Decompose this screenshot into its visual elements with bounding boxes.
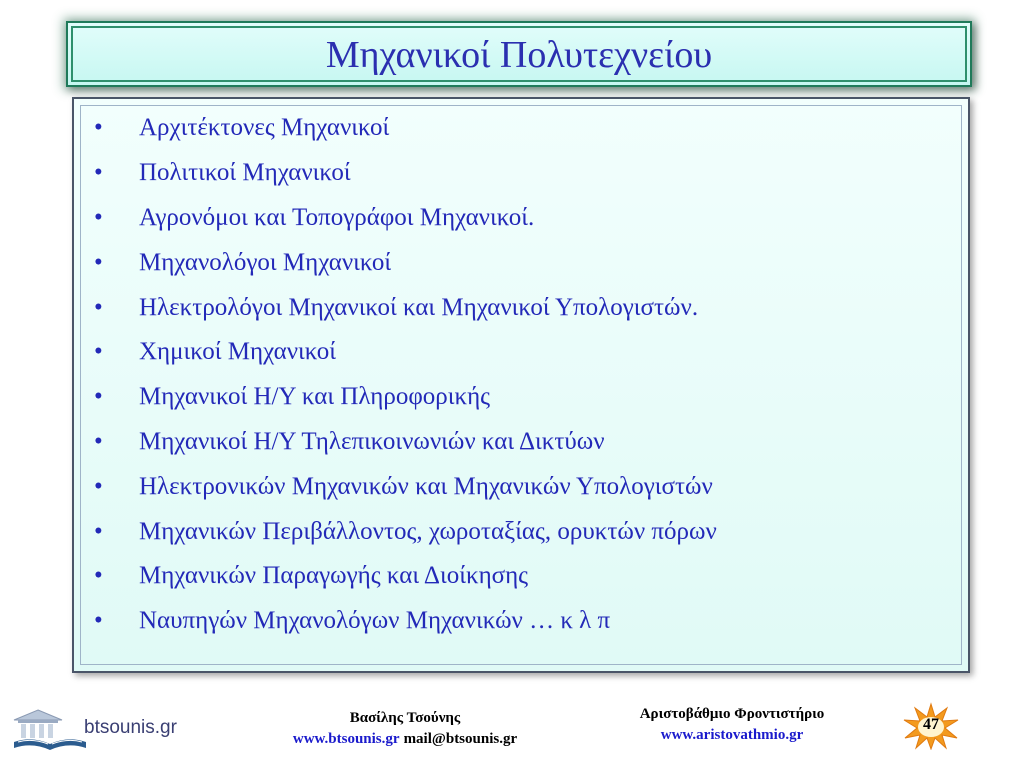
- list-item: [91, 599, 717, 644]
- list-item-text: Μηχανικοί Η/Υ Τηλεπικοινωνιών και Δικτύων: [139, 427, 605, 455]
- bullet-icon: •: [94, 114, 103, 142]
- bullet-icon: •: [94, 472, 103, 500]
- author-links: [280, 731, 530, 748]
- slide-content-box: [72, 97, 970, 673]
- school-info: [597, 706, 867, 744]
- list-item-text: Αγρονόμοι και Τοπογράφοι Μηχανικοί.: [139, 203, 535, 231]
- list-item: [91, 240, 717, 285]
- list-item-text: Πολιτικοί Μηχανικοί: [139, 159, 351, 187]
- bullet-icon: •: [94, 293, 103, 321]
- author-info: [280, 710, 530, 748]
- list-item: [91, 554, 717, 599]
- bullet-icon: •: [94, 517, 103, 545]
- bullet-icon: •: [94, 607, 103, 635]
- author-email-link[interactable]: mail@btsounis.gr: [403, 731, 518, 747]
- list-item: [91, 464, 717, 509]
- list-item: [91, 420, 717, 465]
- list-item: [91, 375, 717, 420]
- school-site-link[interactable]: www.aristovathmio.gr: [660, 727, 804, 743]
- bullet-icon: •: [94, 562, 103, 590]
- list-item: [91, 196, 717, 241]
- bullet-icon: •: [94, 383, 103, 411]
- content-inner-frame: [80, 105, 962, 665]
- author-site-link[interactable]: www.btsounis.gr: [292, 731, 400, 747]
- author-name: Βασίλης Τσούνης: [349, 710, 461, 726]
- page-number-badge: [902, 702, 960, 750]
- list-item-text: Μηχανικών Παραγωγής και Διοίκησης: [139, 562, 529, 590]
- slide-title: Μηχανικοί Πολυτεχνείου: [325, 34, 713, 76]
- list-item-text: Χημικοί Μηχανικοί: [139, 338, 337, 366]
- list-item-text: Ηλεκτρολόγοι Μηχανικοί και Μηχανικοί Υπολογιστών.: [139, 293, 699, 321]
- page-number: 47: [923, 716, 939, 733]
- list-item-text: Μηχανικοί Η/Υ και Πληροφορικής: [139, 383, 491, 411]
- list-item-text: Μηχανολόγοι Μηχανικοί: [139, 248, 392, 276]
- school-name: Αριστοβάθμιο Φροντιστήριο: [639, 706, 825, 722]
- bullet-icon: •: [94, 338, 103, 366]
- slide-footer: [0, 690, 1024, 768]
- bullet-icon: •: [94, 427, 103, 455]
- list-item: [91, 330, 717, 375]
- list-item-text: Ναυπηγών Μηχανολόγων Μηχανικών … κ λ π: [139, 607, 611, 635]
- list-item-text: Μηχανικών Περιβάλλοντος, χωροταξίας, ορυκτών πόρων: [139, 517, 717, 545]
- slide-title-box: [66, 21, 972, 87]
- list-item: [91, 106, 717, 151]
- bullet-icon: •: [94, 159, 103, 187]
- engineering-list: [91, 106, 717, 644]
- list-item-text: Αρχιτέκτονες Μηχανικοί: [139, 114, 390, 142]
- list-item-text: Ηλεκτρονικών Μηχανικών και Μηχανικών Υπολογιστών: [139, 472, 713, 500]
- bullet-icon: •: [94, 203, 103, 231]
- logo-text: btsounis.gr: [84, 717, 177, 738]
- list-item: [91, 151, 717, 196]
- list-item: [91, 509, 717, 554]
- bullet-icon: •: [94, 248, 103, 276]
- list-item: [91, 285, 717, 330]
